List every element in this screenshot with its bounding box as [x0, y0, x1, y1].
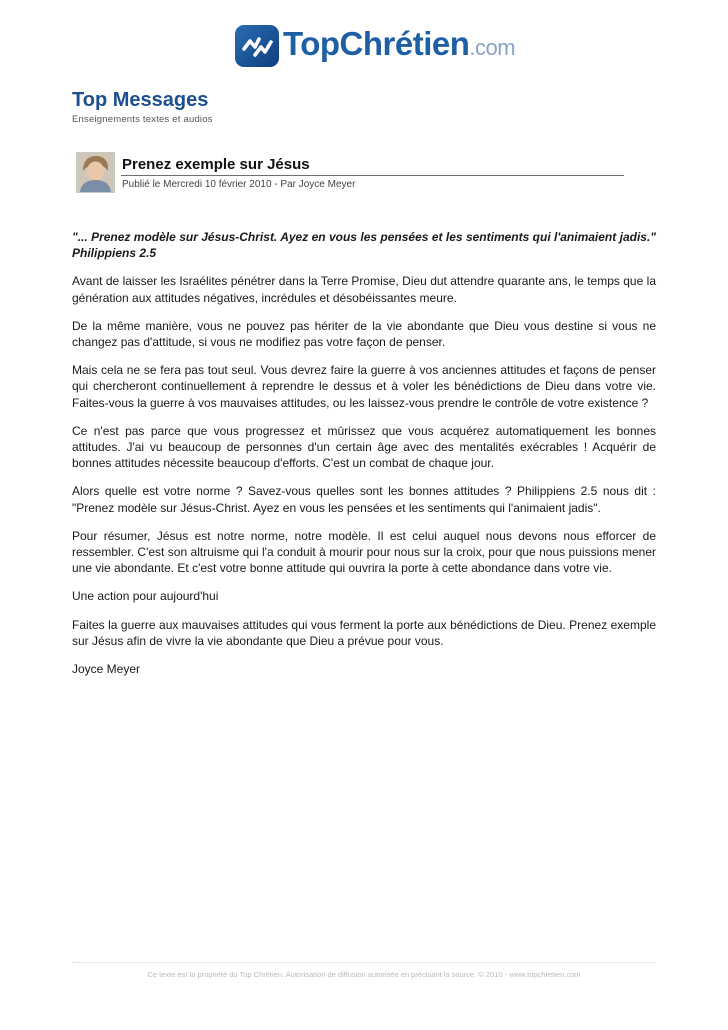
body-paragraph: Pour résumer, Jésus est notre norme, notre modèle. Il est celui auquel nous devons nous efforcer de ressembler. C'est son altruisme qui l'a conduit à mourir pour nous sur la croix, pour que nous puissions mener une vie abondante. Et c'est votre bonne attitude qui ouvrira la porte à cette abondance dans votre vie. [72, 528, 656, 576]
footer-divider [72, 962, 656, 963]
section-subtitle: Enseignements textes et audios [72, 114, 213, 125]
body-paragraph: Mais cela ne se fera pas tout seul. Vous devrez faire la guerre à vos anciennes attitudes et façons de penser qui chercheront continuellement à reprendre le dessus et à voler les bénédictions de Dieu dans votre vie. Faites-vous la guerre à vos mauvaises attitudes, ou les laissez-vous prendre le contrôle de votre existence ? [72, 363, 656, 410]
topchretien-logo-icon [235, 25, 279, 67]
body-paragraph: Avant de laisser les Israélites pénétrer dans la Terre Promise, Dieu dut attendre quarante ans, le temps que la génération aux attitudes négatives, incrédules et désobéissantes meure. [72, 274, 656, 305]
logo-word-chretien: Chrétien [339, 25, 470, 62]
copyright-footer: Ce texte est la propriété du Top Chrétien. Autorisation de diffusion autorisée en précisant la source. © 2010 - www.topchretien.com [147, 970, 581, 979]
logo-domain: .com [469, 35, 516, 60]
body-paragraph: Alors quelle est votre norme ? Savez-vous quelles sont les bonnes attitudes ? Philippiens 2.5 nous dit : "Prenez modèle sur Jésus-Christ. Ayez en vous les pensées et les sentiments qui l'animaient jadis". [72, 484, 656, 515]
author-avatar [76, 152, 115, 193]
logo-word-top: Top [283, 25, 340, 62]
body-paragraph: Ce n'est pas parce que vous progressez et mûrissez que vous acquérez automatiquement les bonnes attitudes. J'ai vu beaucoup de personnes d'un certain âge avec des mentalités exécrables ! Acquérir de bonnes attitudes nécessite beaucoup d'efforts. C'est un combat de chaque jour. [72, 423, 656, 471]
author-signature: Joyce Meyer [72, 662, 141, 677]
scripture-verse: "... Prenez modèle sur Jésus-Christ. Ayez en vous les pensées et les sentiments qui l'animaient jadis." Philippiens 2.5 [72, 230, 656, 261]
body-paragraph: De la même manière, vous ne pouvez pas hériter de la vie abondante que Dieu vous destine si vous ne changez pas d'attitude, si vous ne modifiez pas votre façon de penser. [72, 318, 656, 350]
section-title: Top Messages [72, 89, 209, 111]
body-paragraph: Faites la guerre aux mauvaises attitudes qui vous ferment la porte aux bénédictions de Dieu. Prenez exemple sur Jésus afin de vivre la vie abondante que Dieu a prévue pour vous. [72, 617, 656, 648]
article-body [72, 229, 656, 689]
action-heading: Une action pour aujourd'hui [72, 589, 219, 604]
topchretien-logo [235, 24, 515, 68]
title-divider [121, 175, 624, 176]
logo-wordmark [283, 23, 515, 69]
article-title: Prenez exemple sur Jésus [122, 156, 310, 173]
article-meta: Publié le Mercredi 10 février 2010 - Par Joyce Meyer [122, 179, 356, 190]
